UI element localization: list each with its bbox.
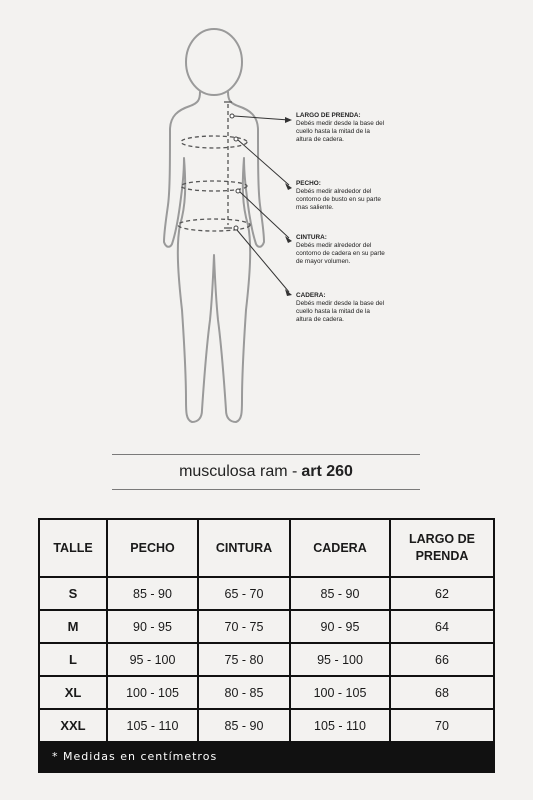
cell-size: XXL [40,710,108,741]
product-name: musculosa ram - [179,463,298,480]
cell-cintura: 80 - 85 [199,677,291,708]
cell-pecho: 95 - 100 [108,644,199,675]
annotation-cintura: CINTURA: Debés medir alrededor del contorno de cadera en su parte de mayor volumen. [296,234,385,265]
product-article: art 260 [301,463,353,480]
header-largo-de-prenda: LARGO DE PRENDA [409,532,475,563]
table-row [40,710,493,741]
table-row [40,611,493,644]
header-pecho: PECHO [108,520,199,576]
cell-size: XL [40,677,108,708]
cell-largo: 70 [435,718,449,733]
annotation-pecho: PECHO: Debés medir alrededor del contorno de busto en su parte mas saliente. [296,180,381,211]
cell-cintura: 70 - 75 [199,611,291,642]
cell-cintura: 85 - 90 [199,710,291,741]
table-row [40,644,493,677]
cell-cadera: 105 - 110 [291,710,391,741]
header-cintura: CINTURA [199,520,291,576]
cell-size: M [40,611,108,642]
units-note: * Medidas en centímetros [40,741,493,771]
cell-pecho: 105 - 110 [108,710,199,741]
table-row [40,578,493,611]
cell-cadera: 95 - 100 [291,644,391,675]
product-title [112,454,420,490]
cell-size: L [40,644,108,675]
cell-largo: 68 [435,685,449,700]
cell-pecho: 100 - 105 [108,677,199,708]
size-chart-table [38,518,495,773]
cell-cadera: 100 - 105 [291,677,391,708]
table-header [40,520,493,578]
annotation-cadera: CADERA: Debés medir desde la base del cuello hasta la mitad de la altura de cadera. [296,292,385,323]
cell-pecho: 85 - 90 [108,578,199,609]
cell-cadera: 85 - 90 [291,578,391,609]
cell-largo: 62 [435,586,449,601]
table-row [40,677,493,710]
cell-cintura: 65 - 70 [199,578,291,609]
cell-largo: 64 [435,619,449,634]
cell-largo: 66 [435,652,449,667]
header-talle: TALLE [40,520,108,576]
cell-size: S [40,578,108,609]
cell-pecho: 90 - 95 [108,611,199,642]
cell-cadera: 90 - 95 [291,611,391,642]
cell-cintura: 75 - 80 [199,644,291,675]
annotation-largo-de-prenda: LARGO DE PRENDA: Debés medir desde la base del cuello hasta la mitad de la altura de cadera. [296,112,385,143]
header-cadera: CADERA [291,520,391,576]
